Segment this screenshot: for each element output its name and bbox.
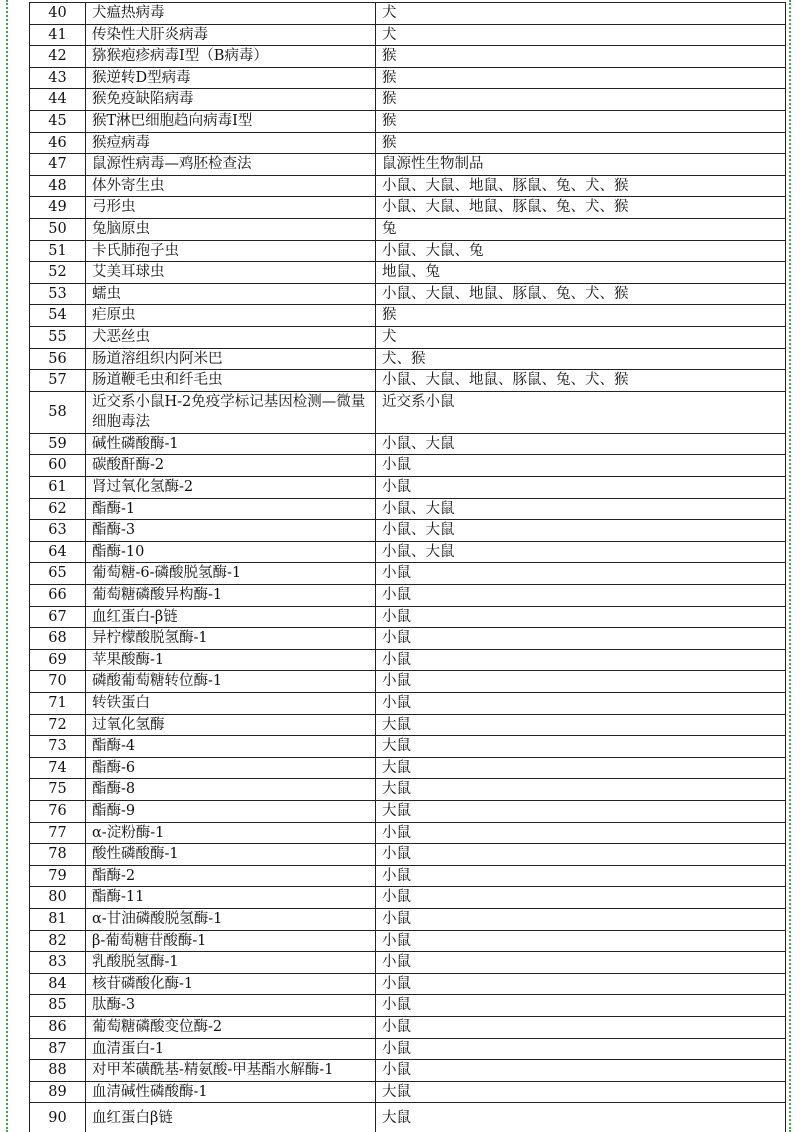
applicable-animals: 犬 <box>376 326 786 348</box>
table-row <box>30 606 786 628</box>
test-item-name: 近交系小鼠H-2免疫学标记基因检测—微量细胞毒法 <box>86 391 376 433</box>
table-row <box>30 757 786 779</box>
table-row <box>30 887 786 909</box>
right-dotted-border <box>789 0 791 1132</box>
applicable-animals: 小鼠、大鼠、地鼠、豚鼠、兔、犬、猴 <box>376 175 786 197</box>
row-number: 79 <box>30 865 86 887</box>
applicable-animals: 猴 <box>376 132 786 154</box>
row-number: 64 <box>30 541 86 563</box>
row-number: 78 <box>30 844 86 866</box>
row-number: 50 <box>30 218 86 240</box>
test-item-name: 酯酶-3 <box>86 520 376 542</box>
applicable-animals: 猴 <box>376 89 786 111</box>
row-number: 62 <box>30 498 86 520</box>
test-item-name: 酯酶-4 <box>86 736 376 758</box>
applicable-animals: 大鼠 <box>376 1081 786 1103</box>
applicable-animals: 小鼠、大鼠 <box>376 433 786 455</box>
table-row <box>30 541 786 563</box>
table-row <box>30 736 786 758</box>
applicable-animals: 小鼠 <box>376 606 786 628</box>
table-row <box>30 67 786 89</box>
applicable-animals: 小鼠、大鼠 <box>376 541 786 563</box>
applicable-animals: 地鼠、兔 <box>376 262 786 284</box>
test-item-name: 酸性磷酸酶-1 <box>86 844 376 866</box>
test-item-name: 犬瘟热病毒 <box>86 3 376 25</box>
test-item-name: 体外寄生虫 <box>86 175 376 197</box>
test-item-name: 酯酶-8 <box>86 779 376 801</box>
table-body <box>30 3 786 1132</box>
applicable-animals: 小鼠 <box>376 477 786 499</box>
applicable-animals: 小鼠 <box>376 649 786 671</box>
table-row <box>30 952 786 974</box>
table-row <box>30 391 786 433</box>
row-number: 66 <box>30 585 86 607</box>
table-row <box>30 348 786 370</box>
test-item-name: 核苷磷酸化酶-1 <box>86 973 376 995</box>
applicable-animals: 小鼠 <box>376 822 786 844</box>
row-number: 82 <box>30 930 86 952</box>
table-row <box>30 240 786 262</box>
table-row <box>30 930 786 952</box>
applicable-animals: 小鼠 <box>376 628 786 650</box>
test-item-name: 酯酶-9 <box>86 800 376 822</box>
applicable-animals: 小鼠 <box>376 671 786 693</box>
applicable-animals: 猴 <box>376 46 786 68</box>
test-item-name: 艾美耳球虫 <box>86 262 376 284</box>
row-number: 74 <box>30 757 86 779</box>
test-item-name: 酯酶-2 <box>86 865 376 887</box>
row-number: 59 <box>30 433 86 455</box>
table-row <box>30 908 786 930</box>
test-item-name: 碳酸酐酶-2 <box>86 455 376 477</box>
table-row <box>30 973 786 995</box>
test-item-name: 酯酶-11 <box>86 887 376 909</box>
row-number: 83 <box>30 952 86 974</box>
table-row <box>30 714 786 736</box>
row-number: 77 <box>30 822 86 844</box>
table-row <box>30 218 786 240</box>
test-item-name: 猕猴疱疹病毒Ⅰ型（B病毒） <box>86 46 376 68</box>
applicable-animals: 小鼠 <box>376 585 786 607</box>
row-number: 88 <box>30 1060 86 1082</box>
row-number: 57 <box>30 370 86 392</box>
applicable-animals: 小鼠 <box>376 1016 786 1038</box>
applicable-animals: 小鼠、大鼠、兔 <box>376 240 786 262</box>
table-row <box>30 995 786 1017</box>
table-row <box>30 822 786 844</box>
applicable-animals: 小鼠、大鼠、地鼠、豚鼠、兔、犬、猴 <box>376 370 786 392</box>
applicable-animals: 大鼠 <box>376 1103 786 1132</box>
table-row <box>30 1081 786 1103</box>
test-item-name: 酯酶-1 <box>86 498 376 520</box>
test-item-name: 传染性犬肝炎病毒 <box>86 24 376 46</box>
test-item-name: 酯酶-6 <box>86 757 376 779</box>
row-number: 60 <box>30 455 86 477</box>
row-number: 63 <box>30 520 86 542</box>
row-number: 69 <box>30 649 86 671</box>
test-item-name: 猴痘病毒 <box>86 132 376 154</box>
test-item-name: 对甲苯磺酰基-精氨酸-甲基酯水解酶-1 <box>86 1060 376 1082</box>
test-item-name: 肾过氧化氢酶-2 <box>86 477 376 499</box>
test-item-name: 猴T淋巴细胞趋向病毒Ⅰ型 <box>86 110 376 132</box>
applicable-animals: 兔 <box>376 218 786 240</box>
row-number: 47 <box>30 154 86 176</box>
test-item-name: 酯酶-10 <box>86 541 376 563</box>
table-row <box>30 477 786 499</box>
row-number: 61 <box>30 477 86 499</box>
row-number: 44 <box>30 89 86 111</box>
applicable-animals: 小鼠 <box>376 563 786 585</box>
row-number: 58 <box>30 391 86 433</box>
table-row <box>30 370 786 392</box>
test-item-name: 猴逆转D型病毒 <box>86 67 376 89</box>
test-item-name: 血清碱性磷酸酶-1 <box>86 1081 376 1103</box>
applicable-animals: 鼠源性生物制品 <box>376 154 786 176</box>
row-number: 80 <box>30 887 86 909</box>
row-number: 81 <box>30 908 86 930</box>
row-number: 53 <box>30 283 86 305</box>
table-row <box>30 1103 786 1132</box>
table-row <box>30 844 786 866</box>
applicable-animals: 小鼠 <box>376 1038 786 1060</box>
row-number: 49 <box>30 197 86 219</box>
applicable-animals: 小鼠 <box>376 952 786 974</box>
row-number: 56 <box>30 348 86 370</box>
test-item-name: 鼠源性病毒—鸡胚检查法 <box>86 154 376 176</box>
table-row <box>30 24 786 46</box>
table-row <box>30 1060 786 1082</box>
table-row <box>30 89 786 111</box>
row-number: 85 <box>30 995 86 1017</box>
row-number: 48 <box>30 175 86 197</box>
table-row <box>30 520 786 542</box>
applicable-animals: 猴 <box>376 305 786 327</box>
table-row <box>30 110 786 132</box>
table-row <box>30 800 786 822</box>
table-row <box>30 1038 786 1060</box>
row-number: 73 <box>30 736 86 758</box>
row-number: 84 <box>30 973 86 995</box>
applicable-animals: 大鼠 <box>376 800 786 822</box>
row-number: 65 <box>30 563 86 585</box>
test-item-name: 蠕虫 <box>86 283 376 305</box>
table-row <box>30 865 786 887</box>
applicable-animals: 大鼠 <box>376 714 786 736</box>
table-row <box>30 197 786 219</box>
table-row <box>30 563 786 585</box>
test-item-name: 猴免疫缺陷病毒 <box>86 89 376 111</box>
table-row <box>30 779 786 801</box>
test-item-name: 兔脑原虫 <box>86 218 376 240</box>
test-item-name: 血清蛋白-1 <box>86 1038 376 1060</box>
row-number: 54 <box>30 305 86 327</box>
test-item-name: 转铁蛋白 <box>86 693 376 715</box>
row-number: 45 <box>30 110 86 132</box>
left-dotted-border <box>6 0 8 1132</box>
table-row <box>30 132 786 154</box>
test-item-name: β-葡萄糖苷酸酶-1 <box>86 930 376 952</box>
test-item-name: 碱性磷酸酶-1 <box>86 433 376 455</box>
row-number: 76 <box>30 800 86 822</box>
applicable-animals: 小鼠 <box>376 693 786 715</box>
row-number: 90 <box>30 1103 86 1132</box>
test-item-name: 过氧化氢酶 <box>86 714 376 736</box>
table-row <box>30 46 786 68</box>
row-number: 52 <box>30 262 86 284</box>
test-item-name: 肽酶-3 <box>86 995 376 1017</box>
test-item-name: 疟原虫 <box>86 305 376 327</box>
table-row <box>30 649 786 671</box>
applicable-animals: 小鼠、大鼠 <box>376 498 786 520</box>
table-row <box>30 433 786 455</box>
test-item-name: 葡萄糖磷酸变位酶-2 <box>86 1016 376 1038</box>
test-item-name: 肠道溶组织内阿米巴 <box>86 348 376 370</box>
table-row <box>30 262 786 284</box>
applicable-animals: 犬、猴 <box>376 348 786 370</box>
test-item-name: α-淀粉酶-1 <box>86 822 376 844</box>
test-item-name: 卡氏肺孢子虫 <box>86 240 376 262</box>
applicable-animals: 小鼠 <box>376 865 786 887</box>
table-row <box>30 326 786 348</box>
test-item-name: 葡萄糖磷酸异构酶-1 <box>86 585 376 607</box>
row-number: 87 <box>30 1038 86 1060</box>
row-number: 71 <box>30 693 86 715</box>
applicable-animals: 犬 <box>376 24 786 46</box>
applicable-animals: 小鼠 <box>376 1060 786 1082</box>
row-number: 55 <box>30 326 86 348</box>
table-row <box>30 693 786 715</box>
row-number: 43 <box>30 67 86 89</box>
test-items-table <box>29 2 786 1132</box>
table-row <box>30 283 786 305</box>
applicable-animals: 小鼠 <box>376 455 786 477</box>
row-number: 46 <box>30 132 86 154</box>
applicable-animals: 小鼠、大鼠、地鼠、豚鼠、兔、犬、猴 <box>376 283 786 305</box>
applicable-animals: 小鼠、大鼠 <box>376 520 786 542</box>
row-number: 41 <box>30 24 86 46</box>
row-number: 86 <box>30 1016 86 1038</box>
applicable-animals: 犬 <box>376 3 786 25</box>
row-number: 72 <box>30 714 86 736</box>
applicable-animals: 小鼠 <box>376 908 786 930</box>
table-row <box>30 154 786 176</box>
row-number: 51 <box>30 240 86 262</box>
table-row <box>30 498 786 520</box>
row-number: 40 <box>30 3 86 25</box>
table-row <box>30 3 786 25</box>
test-item-name: 葡萄糖-6-磷酸脱氢酶-1 <box>86 563 376 585</box>
table-row <box>30 628 786 650</box>
row-number: 89 <box>30 1081 86 1103</box>
test-item-name: 肠道鞭毛虫和纤毛虫 <box>86 370 376 392</box>
applicable-animals: 小鼠 <box>376 930 786 952</box>
test-item-name: 血红蛋白β链 <box>86 1103 376 1132</box>
row-number: 75 <box>30 779 86 801</box>
applicable-animals: 小鼠 <box>376 887 786 909</box>
table-row <box>30 175 786 197</box>
table-row <box>30 585 786 607</box>
applicable-animals: 猴 <box>376 110 786 132</box>
row-number: 68 <box>30 628 86 650</box>
test-item-name: 弓形虫 <box>86 197 376 219</box>
test-item-name: 异柠檬酸脱氢酶-1 <box>86 628 376 650</box>
test-item-name: 血红蛋白-β链 <box>86 606 376 628</box>
test-item-name: 乳酸脱氢酶-1 <box>86 952 376 974</box>
table-row <box>30 1016 786 1038</box>
applicable-animals: 猴 <box>376 67 786 89</box>
applicable-animals: 大鼠 <box>376 736 786 758</box>
row-number: 42 <box>30 46 86 68</box>
table-row <box>30 455 786 477</box>
row-number: 67 <box>30 606 86 628</box>
applicable-animals: 大鼠 <box>376 757 786 779</box>
applicable-animals: 大鼠 <box>376 779 786 801</box>
test-item-name: 磷酸葡萄糖转位酶-1 <box>86 671 376 693</box>
row-number: 70 <box>30 671 86 693</box>
applicable-animals: 小鼠 <box>376 995 786 1017</box>
table-row <box>30 671 786 693</box>
applicable-animals: 小鼠、大鼠、地鼠、豚鼠、兔、犬、猴 <box>376 197 786 219</box>
test-item-name: 犬恶丝虫 <box>86 326 376 348</box>
applicable-animals: 小鼠 <box>376 844 786 866</box>
table-row <box>30 305 786 327</box>
test-item-name: 苹果酸酶-1 <box>86 649 376 671</box>
applicable-animals: 小鼠 <box>376 973 786 995</box>
test-item-name: α-甘油磷酸脱氢酶-1 <box>86 908 376 930</box>
applicable-animals: 近交系小鼠 <box>376 391 786 433</box>
